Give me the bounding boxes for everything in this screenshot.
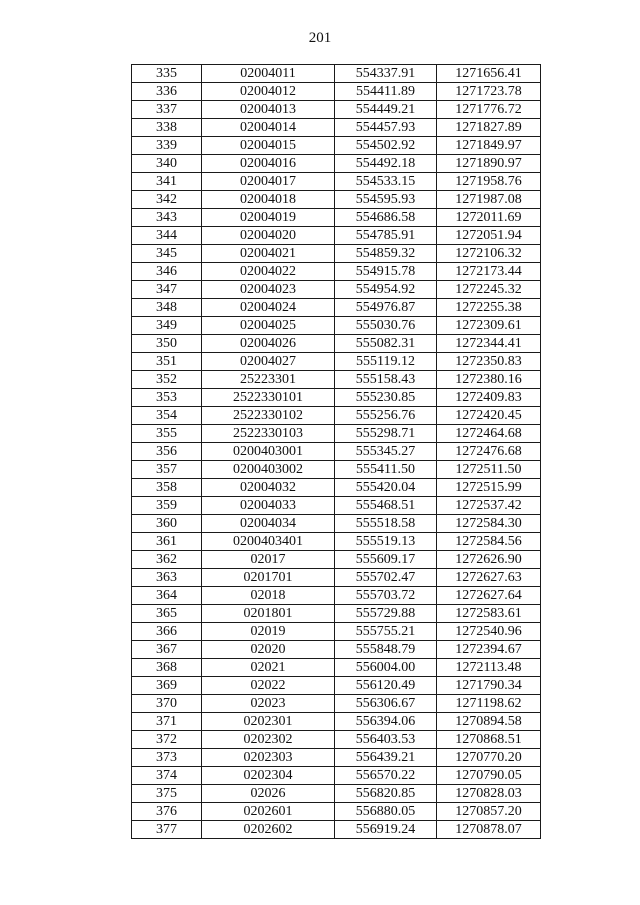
point-id-cell: 0202601 bbox=[202, 803, 335, 821]
y-coordinate-cell: 1271656.41 bbox=[437, 65, 541, 83]
table-row bbox=[132, 623, 541, 641]
y-coordinate-cell: 1272380.16 bbox=[437, 371, 541, 389]
y-coordinate-cell: 1271723.78 bbox=[437, 83, 541, 101]
row-index-cell: 347 bbox=[132, 281, 202, 299]
table-row bbox=[132, 677, 541, 695]
row-index-cell: 346 bbox=[132, 263, 202, 281]
x-coordinate-cell: 555420.04 bbox=[335, 479, 437, 497]
table-row bbox=[132, 443, 541, 461]
table-row bbox=[132, 245, 541, 263]
point-id-cell: 02004016 bbox=[202, 155, 335, 173]
y-coordinate-cell: 1272173.44 bbox=[437, 263, 541, 281]
table-row bbox=[132, 101, 541, 119]
row-index-cell: 371 bbox=[132, 713, 202, 731]
table-row bbox=[132, 371, 541, 389]
point-id-cell: 2522330103 bbox=[202, 425, 335, 443]
row-index-cell: 338 bbox=[132, 119, 202, 137]
table-row bbox=[132, 587, 541, 605]
point-id-cell: 02004034 bbox=[202, 515, 335, 533]
x-coordinate-cell: 554859.32 bbox=[335, 245, 437, 263]
point-id-cell: 02004033 bbox=[202, 497, 335, 515]
y-coordinate-cell: 1272255.38 bbox=[437, 299, 541, 317]
y-coordinate-cell: 1272584.56 bbox=[437, 533, 541, 551]
coordinates-table bbox=[131, 64, 541, 839]
row-index-cell: 335 bbox=[132, 65, 202, 83]
y-coordinate-cell: 1272476.68 bbox=[437, 443, 541, 461]
x-coordinate-cell: 555298.71 bbox=[335, 425, 437, 443]
x-coordinate-cell: 556820.85 bbox=[335, 785, 437, 803]
y-coordinate-cell: 1270770.20 bbox=[437, 749, 541, 767]
row-index-cell: 355 bbox=[132, 425, 202, 443]
x-coordinate-cell: 554533.15 bbox=[335, 173, 437, 191]
point-id-cell: 0200403001 bbox=[202, 443, 335, 461]
table-row bbox=[132, 407, 541, 425]
point-id-cell: 0200403002 bbox=[202, 461, 335, 479]
table-row bbox=[132, 605, 541, 623]
row-index-cell: 339 bbox=[132, 137, 202, 155]
page-number: 201 bbox=[308, 30, 332, 46]
point-id-cell: 02004026 bbox=[202, 335, 335, 353]
table-row bbox=[132, 209, 541, 227]
y-coordinate-cell: 1272350.83 bbox=[437, 353, 541, 371]
table-row bbox=[132, 803, 541, 821]
row-index-cell: 351 bbox=[132, 353, 202, 371]
point-id-cell: 02004012 bbox=[202, 83, 335, 101]
row-index-cell: 372 bbox=[132, 731, 202, 749]
row-index-cell: 345 bbox=[132, 245, 202, 263]
x-coordinate-cell: 555082.31 bbox=[335, 335, 437, 353]
row-index-cell: 370 bbox=[132, 695, 202, 713]
y-coordinate-cell: 1272245.32 bbox=[437, 281, 541, 299]
table-row bbox=[132, 533, 541, 551]
row-index-cell: 340 bbox=[132, 155, 202, 173]
y-coordinate-cell: 1271958.76 bbox=[437, 173, 541, 191]
point-id-cell: 0202302 bbox=[202, 731, 335, 749]
point-id-cell: 02004032 bbox=[202, 479, 335, 497]
table-row bbox=[132, 65, 541, 83]
row-index-cell: 353 bbox=[132, 389, 202, 407]
x-coordinate-cell: 555703.72 bbox=[335, 587, 437, 605]
x-coordinate-cell: 555411.50 bbox=[335, 461, 437, 479]
x-coordinate-cell: 555609.17 bbox=[335, 551, 437, 569]
x-coordinate-cell: 555119.12 bbox=[335, 353, 437, 371]
point-id-cell: 02004011 bbox=[202, 65, 335, 83]
table-row bbox=[132, 191, 541, 209]
row-index-cell: 373 bbox=[132, 749, 202, 767]
y-coordinate-cell: 1271198.62 bbox=[437, 695, 541, 713]
y-coordinate-cell: 1272583.61 bbox=[437, 605, 541, 623]
row-index-cell: 348 bbox=[132, 299, 202, 317]
table-row bbox=[132, 173, 541, 191]
table-row bbox=[132, 551, 541, 569]
y-coordinate-cell: 1272051.94 bbox=[437, 227, 541, 245]
x-coordinate-cell: 556570.22 bbox=[335, 767, 437, 785]
y-coordinate-cell: 1272309.61 bbox=[437, 317, 541, 335]
table-row bbox=[132, 155, 541, 173]
point-id-cell: 0202301 bbox=[202, 713, 335, 731]
x-coordinate-cell: 556919.24 bbox=[335, 821, 437, 839]
row-index-cell: 359 bbox=[132, 497, 202, 515]
y-coordinate-cell: 1272113.48 bbox=[437, 659, 541, 677]
point-id-cell: 02004018 bbox=[202, 191, 335, 209]
x-coordinate-cell: 554976.87 bbox=[335, 299, 437, 317]
row-index-cell: 362 bbox=[132, 551, 202, 569]
row-index-cell: 369 bbox=[132, 677, 202, 695]
point-id-cell: 02004014 bbox=[202, 119, 335, 137]
point-id-cell: 2522330102 bbox=[202, 407, 335, 425]
row-index-cell: 368 bbox=[132, 659, 202, 677]
y-coordinate-cell: 1272540.96 bbox=[437, 623, 541, 641]
point-id-cell: 0202602 bbox=[202, 821, 335, 839]
x-coordinate-cell: 555345.27 bbox=[335, 443, 437, 461]
table-row bbox=[132, 713, 541, 731]
point-id-cell: 02020 bbox=[202, 641, 335, 659]
table-row bbox=[132, 641, 541, 659]
row-index-cell: 352 bbox=[132, 371, 202, 389]
table-row bbox=[132, 659, 541, 677]
y-coordinate-cell: 1270868.51 bbox=[437, 731, 541, 749]
row-index-cell: 342 bbox=[132, 191, 202, 209]
row-index-cell: 356 bbox=[132, 443, 202, 461]
point-id-cell: 02004022 bbox=[202, 263, 335, 281]
table-row bbox=[132, 821, 541, 839]
table-row bbox=[132, 695, 541, 713]
x-coordinate-cell: 556120.49 bbox=[335, 677, 437, 695]
table-row bbox=[132, 389, 541, 407]
point-id-cell: 02026 bbox=[202, 785, 335, 803]
row-index-cell: 354 bbox=[132, 407, 202, 425]
y-coordinate-cell: 1270790.05 bbox=[437, 767, 541, 785]
y-coordinate-cell: 1270894.58 bbox=[437, 713, 541, 731]
y-coordinate-cell: 1271790.34 bbox=[437, 677, 541, 695]
row-index-cell: 344 bbox=[132, 227, 202, 245]
row-index-cell: 375 bbox=[132, 785, 202, 803]
y-coordinate-cell: 1270857.20 bbox=[437, 803, 541, 821]
table-row bbox=[132, 749, 541, 767]
y-coordinate-cell: 1272511.50 bbox=[437, 461, 541, 479]
row-index-cell: 365 bbox=[132, 605, 202, 623]
point-id-cell: 0202304 bbox=[202, 767, 335, 785]
table-row bbox=[132, 479, 541, 497]
point-id-cell: 02004017 bbox=[202, 173, 335, 191]
x-coordinate-cell: 556403.53 bbox=[335, 731, 437, 749]
table-row bbox=[132, 119, 541, 137]
x-coordinate-cell: 555702.47 bbox=[335, 569, 437, 587]
y-coordinate-cell: 1272626.90 bbox=[437, 551, 541, 569]
x-coordinate-cell: 554337.91 bbox=[335, 65, 437, 83]
row-index-cell: 376 bbox=[132, 803, 202, 821]
table-row bbox=[132, 281, 541, 299]
x-coordinate-cell: 556306.67 bbox=[335, 695, 437, 713]
point-id-cell: 02004023 bbox=[202, 281, 335, 299]
x-coordinate-cell: 555256.76 bbox=[335, 407, 437, 425]
point-id-cell: 02021 bbox=[202, 659, 335, 677]
y-coordinate-cell: 1272011.69 bbox=[437, 209, 541, 227]
y-coordinate-cell: 1272537.42 bbox=[437, 497, 541, 515]
row-index-cell: 374 bbox=[132, 767, 202, 785]
point-id-cell: 02017 bbox=[202, 551, 335, 569]
x-coordinate-cell: 554457.93 bbox=[335, 119, 437, 137]
coordinates-table-body bbox=[132, 65, 541, 839]
point-id-cell: 02004021 bbox=[202, 245, 335, 263]
x-coordinate-cell: 554686.58 bbox=[335, 209, 437, 227]
table-row bbox=[132, 317, 541, 335]
x-coordinate-cell: 555230.85 bbox=[335, 389, 437, 407]
point-id-cell: 02004013 bbox=[202, 101, 335, 119]
x-coordinate-cell: 554492.18 bbox=[335, 155, 437, 173]
table-row bbox=[132, 227, 541, 245]
y-coordinate-cell: 1270828.03 bbox=[437, 785, 541, 803]
table-row bbox=[132, 515, 541, 533]
table-row bbox=[132, 335, 541, 353]
x-coordinate-cell: 555030.76 bbox=[335, 317, 437, 335]
row-index-cell: 337 bbox=[132, 101, 202, 119]
row-index-cell: 336 bbox=[132, 83, 202, 101]
x-coordinate-cell: 555158.43 bbox=[335, 371, 437, 389]
y-coordinate-cell: 1272344.41 bbox=[437, 335, 541, 353]
x-coordinate-cell: 555755.21 bbox=[335, 623, 437, 641]
row-index-cell: 363 bbox=[132, 569, 202, 587]
x-coordinate-cell: 555468.51 bbox=[335, 497, 437, 515]
x-coordinate-cell: 555519.13 bbox=[335, 533, 437, 551]
y-coordinate-cell: 1272584.30 bbox=[437, 515, 541, 533]
y-coordinate-cell: 1272627.63 bbox=[437, 569, 541, 587]
y-coordinate-cell: 1270878.07 bbox=[437, 821, 541, 839]
row-index-cell: 343 bbox=[132, 209, 202, 227]
x-coordinate-cell: 554595.93 bbox=[335, 191, 437, 209]
point-id-cell: 02004025 bbox=[202, 317, 335, 335]
point-id-cell: 25223301 bbox=[202, 371, 335, 389]
x-coordinate-cell: 554954.92 bbox=[335, 281, 437, 299]
row-index-cell: 350 bbox=[132, 335, 202, 353]
table-row bbox=[132, 731, 541, 749]
table-row bbox=[132, 83, 541, 101]
point-id-cell: 0202303 bbox=[202, 749, 335, 767]
point-id-cell: 0201801 bbox=[202, 605, 335, 623]
y-coordinate-cell: 1272409.83 bbox=[437, 389, 541, 407]
point-id-cell: 02023 bbox=[202, 695, 335, 713]
y-coordinate-cell: 1271987.08 bbox=[437, 191, 541, 209]
x-coordinate-cell: 556004.00 bbox=[335, 659, 437, 677]
row-index-cell: 341 bbox=[132, 173, 202, 191]
x-coordinate-cell: 554449.21 bbox=[335, 101, 437, 119]
x-coordinate-cell: 555518.58 bbox=[335, 515, 437, 533]
y-coordinate-cell: 1272515.99 bbox=[437, 479, 541, 497]
table-row bbox=[132, 263, 541, 281]
point-id-cell: 2522330101 bbox=[202, 389, 335, 407]
table-row bbox=[132, 461, 541, 479]
y-coordinate-cell: 1271776.72 bbox=[437, 101, 541, 119]
x-coordinate-cell: 554411.89 bbox=[335, 83, 437, 101]
table-row bbox=[132, 497, 541, 515]
point-id-cell: 02019 bbox=[202, 623, 335, 641]
y-coordinate-cell: 1272420.45 bbox=[437, 407, 541, 425]
point-id-cell: 0201701 bbox=[202, 569, 335, 587]
x-coordinate-cell: 556439.21 bbox=[335, 749, 437, 767]
x-coordinate-cell: 555848.79 bbox=[335, 641, 437, 659]
y-coordinate-cell: 1272394.67 bbox=[437, 641, 541, 659]
y-coordinate-cell: 1271890.97 bbox=[437, 155, 541, 173]
row-index-cell: 367 bbox=[132, 641, 202, 659]
point-id-cell: 02004027 bbox=[202, 353, 335, 371]
table-row bbox=[132, 785, 541, 803]
x-coordinate-cell: 554502.92 bbox=[335, 137, 437, 155]
row-index-cell: 364 bbox=[132, 587, 202, 605]
x-coordinate-cell: 556880.05 bbox=[335, 803, 437, 821]
x-coordinate-cell: 556394.06 bbox=[335, 713, 437, 731]
row-index-cell: 358 bbox=[132, 479, 202, 497]
x-coordinate-cell: 554785.91 bbox=[335, 227, 437, 245]
y-coordinate-cell: 1271827.89 bbox=[437, 119, 541, 137]
row-index-cell: 366 bbox=[132, 623, 202, 641]
point-id-cell: 02004015 bbox=[202, 137, 335, 155]
point-id-cell: 02004024 bbox=[202, 299, 335, 317]
table-row bbox=[132, 353, 541, 371]
table-row bbox=[132, 767, 541, 785]
y-coordinate-cell: 1271849.97 bbox=[437, 137, 541, 155]
y-coordinate-cell: 1272627.64 bbox=[437, 587, 541, 605]
table-row bbox=[132, 137, 541, 155]
row-index-cell: 361 bbox=[132, 533, 202, 551]
y-coordinate-cell: 1272464.68 bbox=[437, 425, 541, 443]
point-id-cell: 0200403401 bbox=[202, 533, 335, 551]
table-row bbox=[132, 299, 541, 317]
y-coordinate-cell: 1272106.32 bbox=[437, 245, 541, 263]
point-id-cell: 02018 bbox=[202, 587, 335, 605]
point-id-cell: 02022 bbox=[202, 677, 335, 695]
table-row bbox=[132, 569, 541, 587]
point-id-cell: 02004019 bbox=[202, 209, 335, 227]
table-row bbox=[132, 425, 541, 443]
x-coordinate-cell: 555729.88 bbox=[335, 605, 437, 623]
row-index-cell: 360 bbox=[132, 515, 202, 533]
x-coordinate-cell: 554915.78 bbox=[335, 263, 437, 281]
row-index-cell: 377 bbox=[132, 821, 202, 839]
row-index-cell: 357 bbox=[132, 461, 202, 479]
row-index-cell: 349 bbox=[132, 317, 202, 335]
point-id-cell: 02004020 bbox=[202, 227, 335, 245]
